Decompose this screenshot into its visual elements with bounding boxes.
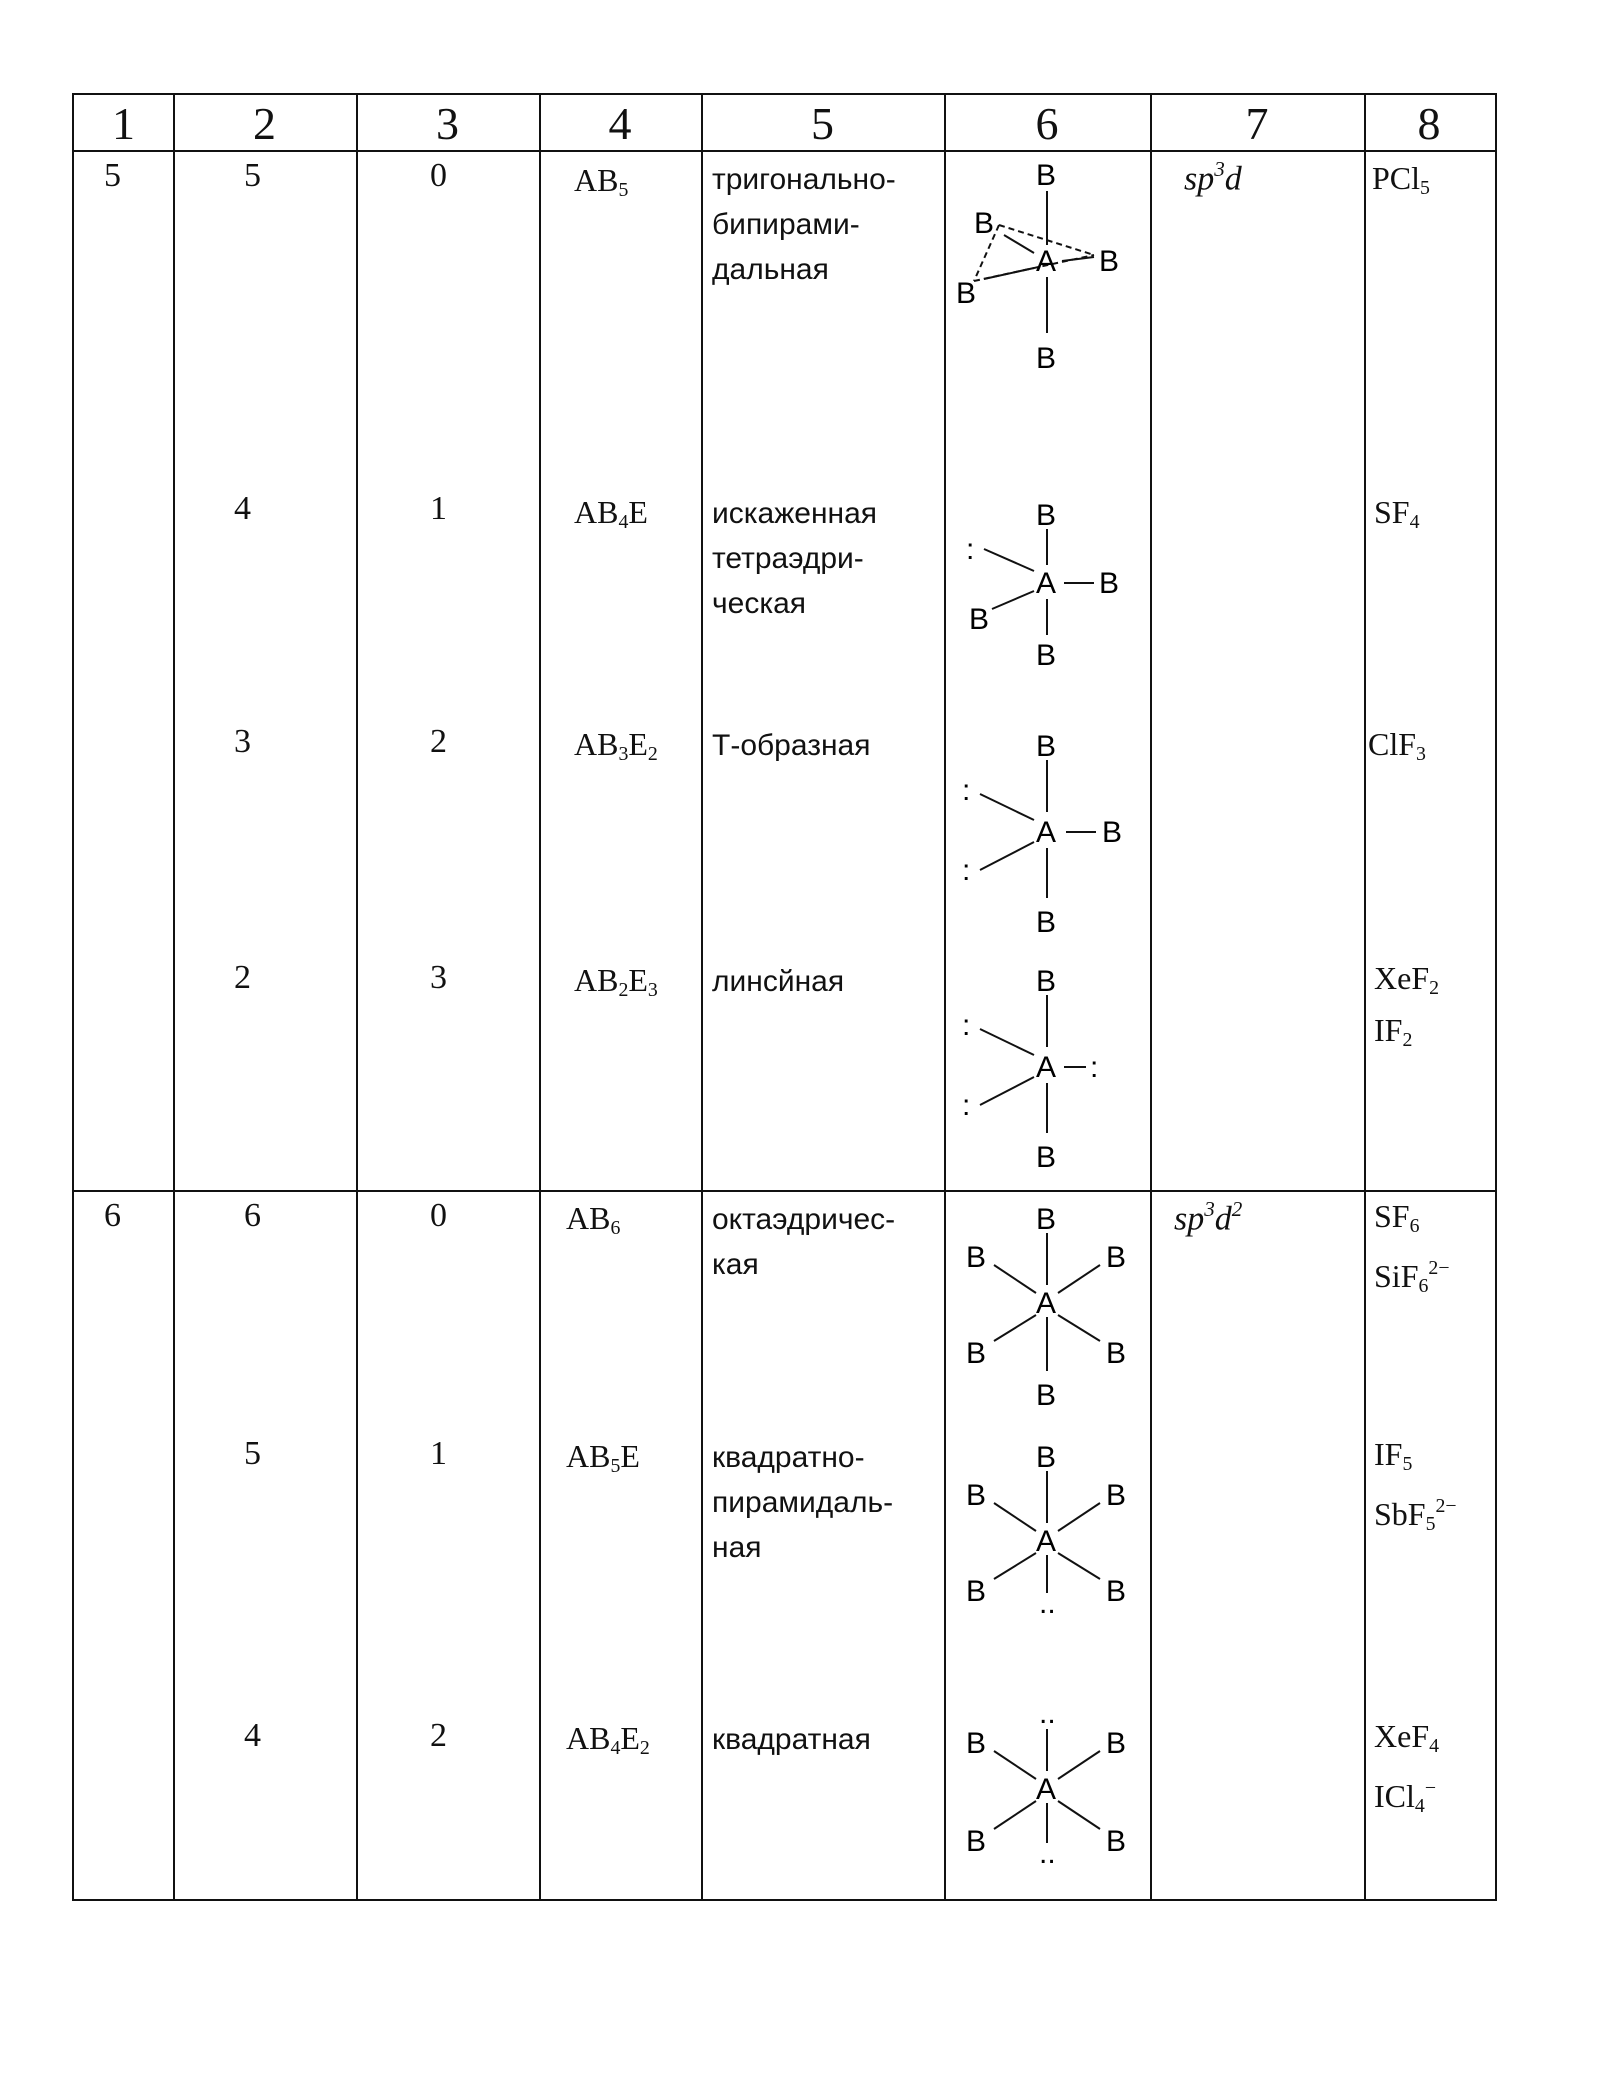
- seesaw-diagram: [944, 487, 1150, 717]
- diagram-atom: B: [1036, 159, 1057, 192]
- column-divider: [173, 95, 175, 1899]
- lone-pairs: 1: [430, 490, 447, 527]
- shape-line: тетраэдри-: [712, 542, 864, 575]
- diagram-atom: B: [1099, 567, 1120, 600]
- hybridization-type: $sp^3d$: [1184, 157, 1242, 198]
- vsepr-geometry-table: [72, 93, 1497, 1901]
- diagram-center: A: [1036, 1287, 1057, 1320]
- diagram-atom: B: [1036, 965, 1057, 998]
- shape-line: октаэдричес-: [712, 1203, 896, 1236]
- diagram-center: A: [1036, 1051, 1057, 1084]
- diagram-atom: B: [1036, 1203, 1057, 1236]
- diagram-atom: B: [966, 1825, 987, 1858]
- lone-pairs: 0: [430, 157, 447, 194]
- shape-line: кая: [712, 1248, 759, 1281]
- header-col-1: 1: [112, 98, 135, 149]
- example-compound: $SF_4$: [1374, 494, 1420, 533]
- molecular-shape: [712, 491, 877, 626]
- shape-line: ная: [712, 1531, 762, 1564]
- lone-pair: :: [962, 774, 971, 807]
- header-col-4: 4: [608, 98, 632, 149]
- molecule-type: $AB_4E$: [574, 494, 648, 533]
- bonding-pairs: 4: [244, 1717, 261, 1754]
- shape-line: ческая: [712, 587, 807, 620]
- example-compound: $SF_6$ SiF$_6^{2-}$: [1374, 1198, 1450, 1297]
- lone-pair: ..: [1039, 1587, 1056, 1620]
- diagram-atom: B: [1036, 639, 1057, 672]
- molecule-type: $AB_4E_2$: [566, 1720, 650, 1759]
- header-col-8: 8: [1417, 98, 1441, 149]
- diagram-atom: B: [1102, 816, 1123, 849]
- lone-pairs: 0: [430, 1197, 447, 1234]
- diagram-center: A: [1036, 1525, 1057, 1558]
- shape-line: дальная: [712, 253, 829, 286]
- header-divider: [74, 150, 1495, 152]
- example-compound: XeF$_4$ ICl$_4$−: [1374, 1718, 1440, 1817]
- diagram-atom: B: [1036, 499, 1057, 532]
- diagram-atom: B: [1106, 1727, 1127, 1760]
- diagram-atom: B: [1036, 906, 1057, 939]
- diagram-center: A: [1036, 245, 1057, 278]
- molecular-shape: [712, 959, 844, 1004]
- molecular-shape: [712, 1717, 871, 1762]
- shape-line: тригонально-: [712, 163, 896, 196]
- lone-pair: :: [962, 854, 971, 887]
- lone-pair: :: [962, 1089, 971, 1122]
- lone-pair: ..: [1039, 1837, 1056, 1870]
- column-divider: [1150, 95, 1152, 1899]
- lone-pairs: 1: [430, 1435, 447, 1472]
- diagram-atom: B: [966, 1575, 987, 1608]
- lone-pair: :: [1090, 1051, 1099, 1084]
- diagram-atom: B: [969, 603, 990, 636]
- column-divider: [701, 95, 703, 1899]
- column-divider: [539, 95, 541, 1899]
- diagram-atom: B: [1106, 1575, 1127, 1608]
- shape-line: квадратно-: [712, 1441, 865, 1474]
- hybridization-type: $sp^3d^2$: [1174, 1197, 1243, 1238]
- shape-line: пирамидаль-: [712, 1486, 894, 1519]
- square-planar-diagram: [944, 1695, 1150, 1895]
- shape-line: искаженная: [712, 497, 878, 530]
- header-col-2: 2: [253, 98, 276, 149]
- octahedral-diagram: [944, 1193, 1150, 1428]
- shape-line: бипирами-: [712, 208, 860, 241]
- trigonal-bipyramidal-diagram: [944, 153, 1150, 393]
- diagram-atom: B: [966, 1337, 987, 1370]
- diagram-atom: B: [966, 1479, 987, 1512]
- molecular-shape: [712, 1435, 893, 1570]
- lone-pairs: 3: [430, 959, 447, 996]
- linear-diagram: [944, 955, 1150, 1190]
- molecule-type: $AB_3E_2$: [574, 726, 658, 765]
- header-col-5: 5: [811, 98, 834, 149]
- header-col-6: 6: [1035, 98, 1059, 149]
- header-col-3: 3: [436, 98, 459, 149]
- molecular-shape: [712, 157, 896, 292]
- molecule-type: $AB_5$: [574, 162, 629, 201]
- diagram-atom: B: [1036, 1141, 1057, 1174]
- diagram-atom: B: [1036, 1441, 1057, 1474]
- bonding-pairs: 3: [234, 723, 251, 760]
- shape-line: квадратная: [712, 1723, 871, 1756]
- lone-pairs: 2: [430, 723, 447, 760]
- lone-pair: :: [962, 1009, 971, 1042]
- diagram-center: A: [1036, 1773, 1057, 1806]
- diagram-atom: B: [1036, 1379, 1057, 1412]
- diagram-atom: B: [1036, 342, 1057, 375]
- header-col-7: 7: [1245, 98, 1269, 149]
- lone-pairs: 2: [430, 1717, 447, 1754]
- diagram-center: A: [1036, 816, 1057, 849]
- square-pyramidal-diagram: [944, 1431, 1150, 1656]
- example-compound: PCl$_5$: [1372, 160, 1430, 199]
- bonding-pairs: 5: [244, 157, 261, 194]
- diagram-atom: B: [1036, 730, 1057, 763]
- diagram-atom: B: [1106, 1479, 1127, 1512]
- diagram-center: A: [1036, 567, 1057, 600]
- example-compound: $IF_5$ SbF$_5^{2-}$: [1374, 1436, 1457, 1535]
- group-divider: [74, 1190, 1495, 1192]
- molecular-shape: [712, 723, 870, 768]
- t-shaped-diagram: [944, 720, 1150, 955]
- shape-line: Т-образная: [712, 729, 871, 762]
- molecule-type: $AB_6$: [566, 1200, 621, 1239]
- shape-line: линсйная: [712, 965, 845, 998]
- electron-pairs-total: 6: [104, 1197, 121, 1234]
- bonding-pairs: 4: [234, 490, 251, 527]
- lone-pair: ..: [1039, 1697, 1056, 1730]
- example-compound: XeF$_2$ $IF_2$: [1374, 960, 1440, 1051]
- bonding-pairs: 5: [244, 1435, 261, 1472]
- molecule-type: $AB_5E$: [566, 1438, 640, 1477]
- molecule-type: $AB_2E_3$: [574, 962, 658, 1001]
- diagram-atom: B: [1099, 245, 1120, 278]
- example-compound: ClF$_3$: [1368, 726, 1426, 765]
- diagram-atom: B: [974, 207, 995, 240]
- diagram-atom: B: [966, 1727, 987, 1760]
- diagram-atom: B: [1106, 1337, 1127, 1370]
- diagram-atom: B: [1106, 1241, 1127, 1274]
- bonding-pairs: 6: [244, 1197, 261, 1234]
- diagram-atom: B: [956, 277, 977, 310]
- diagram-atom: B: [1106, 1825, 1127, 1858]
- lone-pair: :: [966, 533, 975, 566]
- molecular-shape: [712, 1197, 895, 1287]
- column-divider: [1364, 95, 1366, 1899]
- electron-pairs-total: 5: [104, 157, 121, 194]
- column-divider: [356, 95, 358, 1899]
- bonding-pairs: 2: [234, 959, 251, 996]
- diagram-atom: B: [966, 1241, 987, 1274]
